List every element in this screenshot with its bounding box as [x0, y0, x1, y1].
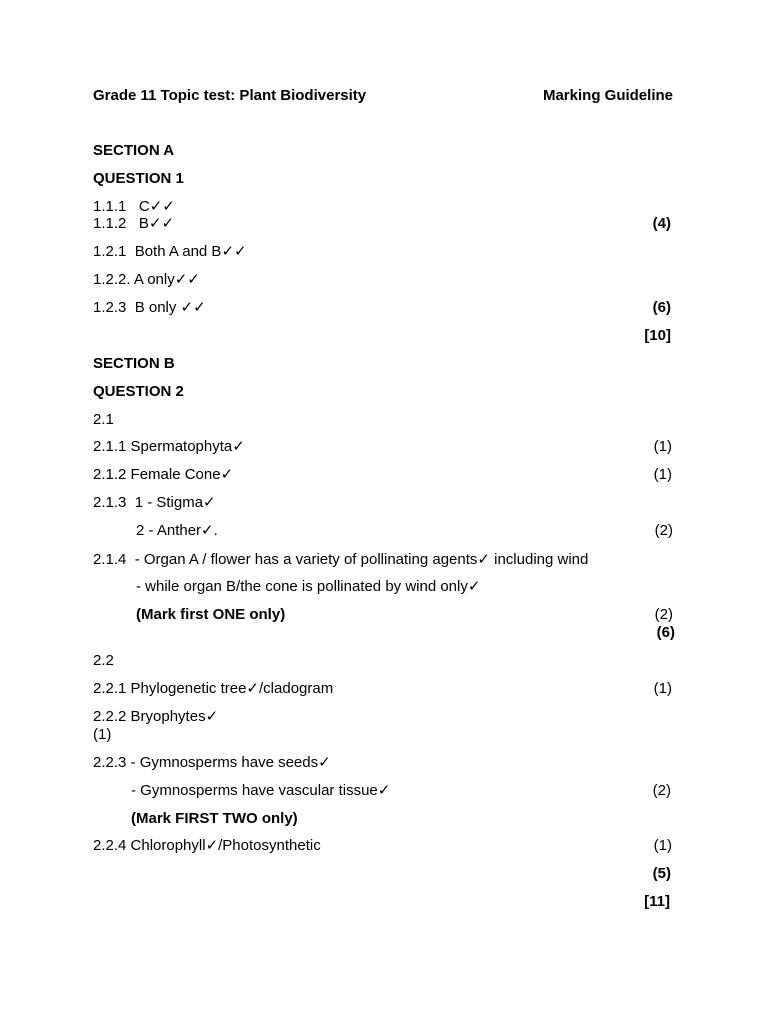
- answer-2-2-4: 2.2.4 Chlorophyll✓/Photosynthetic: [93, 837, 321, 854]
- answer-1-2-1: 1.2.1 Both A and B✓✓: [93, 243, 247, 260]
- answer-1-1-2: 1.1.2 B✓✓: [93, 215, 175, 232]
- marking-note-2-2-3: (Mark FIRST TWO only): [131, 810, 298, 827]
- mark-2-2-4: (1): [653, 837, 672, 854]
- subquestion-2-2-label: 2.2: [93, 652, 114, 669]
- total-question-1: [10]: [644, 327, 671, 344]
- document-title: Grade 11 Topic test: Plant Biodiversity: [93, 87, 367, 104]
- answer-2-2-1: 2.2.1 Phylogenetic tree✓/cladogram: [93, 680, 334, 697]
- mark-1-1: (4): [652, 215, 671, 232]
- document-subtitle: Marking Guideline: [542, 87, 673, 104]
- question-1-heading: QUESTION 1: [93, 170, 184, 187]
- answer-2-1-4-part-1: 2.1.4 - Organ A / flower has a variety of pollinating agents✓ including wind: [93, 551, 589, 568]
- answer-2-2-3-part-2: - Gymnosperms have vascular tissue✓: [131, 782, 391, 799]
- answer-2-1-4-part-2: - while organ B/the cone is pollinated by wind only✓: [136, 578, 481, 595]
- marking-note-2-1-4: (Mark first ONE only): [136, 606, 286, 623]
- answer-2-2-3-part-1: 2.2.3 - Gymnosperms have seeds✓: [93, 754, 331, 771]
- subtotal-2-1: (6): [656, 624, 675, 641]
- total-question-2: [11]: [644, 893, 670, 910]
- mark-2-2-2: (1): [93, 726, 112, 743]
- mark-2-1-3: (2): [654, 522, 673, 539]
- mark-2-1-1: (1): [653, 438, 672, 455]
- question-2-heading: QUESTION 2: [93, 383, 184, 400]
- subtotal-2-2: (5): [652, 865, 671, 882]
- subquestion-2-1-label: 2.1: [93, 411, 114, 428]
- section-a-heading: SECTION A: [93, 142, 175, 159]
- mark-2-1-4: (2): [654, 606, 673, 623]
- answer-2-1-1: 2.1.1 Spermatophyta✓: [93, 438, 245, 455]
- answer-2-1-3-part-1: 2.1.3 1 - Stigma✓: [93, 494, 216, 511]
- answer-1-2-2: 1.2.2. A only✓✓: [93, 271, 200, 288]
- answer-2-2-2: 2.2.2 Bryophytes✓: [93, 708, 219, 725]
- answer-2-1-2: 2.1.2 Female Cone✓: [93, 466, 234, 483]
- section-b-heading: SECTION B: [93, 355, 175, 372]
- mark-2-2-3: (2): [652, 782, 671, 799]
- mark-2-2-1: (1): [653, 680, 672, 697]
- answer-1-1-1: 1.1.1 C✓✓: [93, 198, 175, 215]
- answer-2-1-3-part-2: 2 - Anther✓.: [136, 522, 218, 539]
- answer-1-2-3: 1.2.3 B only ✓✓: [93, 299, 206, 316]
- mark-1-2: (6): [652, 299, 671, 316]
- mark-2-1-2: (1): [653, 466, 672, 483]
